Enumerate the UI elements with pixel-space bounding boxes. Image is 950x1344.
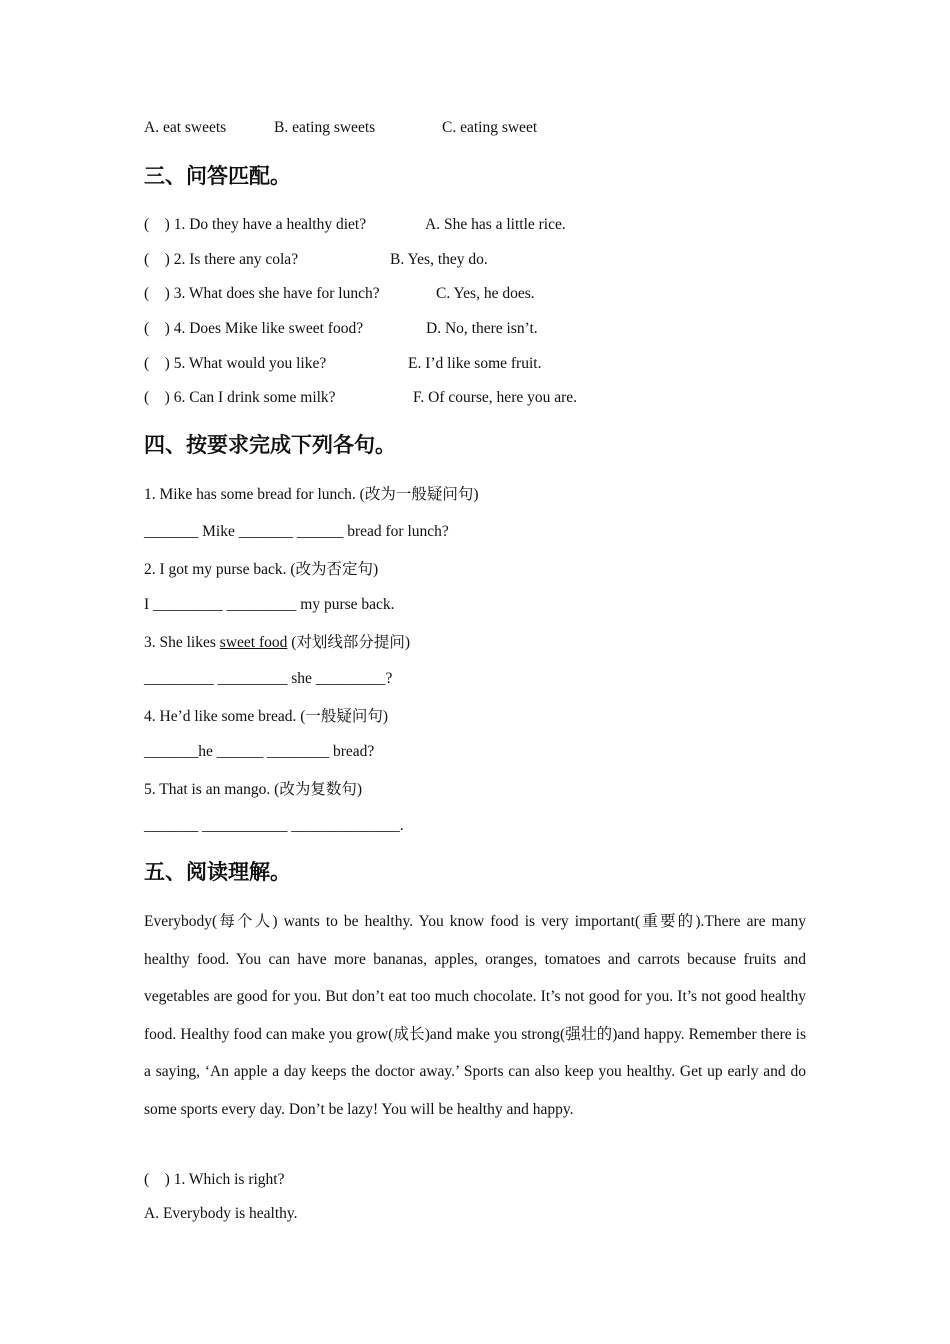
match-question-5: ( ) 5. What would you like? [144, 355, 327, 372]
rewrite-prompt-3 [144, 633, 410, 653]
section5-title: 五、阅读理解。 [144, 860, 291, 884]
rewrite-answer-1: _______ Mike _______ ______ bread for lunch? [144, 523, 449, 540]
section4-title: 四、按要求完成下列各句。 [144, 433, 396, 457]
match-question-1: ( ) 1. Do they have a healthy diet? [144, 216, 367, 233]
match-answer-f: F. Of course, here you are. [413, 389, 578, 406]
match-question-2: ( ) 2. Is there any cola? [144, 251, 299, 268]
match-answer-a: A. She has a little rice. [425, 216, 566, 233]
underlined-phrase: sweet food [219, 634, 288, 651]
rewrite-prompt-4: 4. He’d like some bread. (一般疑问句) [144, 708, 389, 725]
rewrite-prompt-5: 5. That is an mango. (改为复数句) [144, 781, 362, 798]
match-question-4: ( ) 4. Does Mike like sweet food? [144, 320, 364, 337]
rewrite-prompt-1: 1. Mike has some bread for lunch. (改为一般疑问句) [144, 486, 479, 503]
match-question-6: ( ) 6. Can I drink some milk? [144, 389, 336, 406]
match-question-3: ( ) 3. What does she have for lunch? [144, 285, 380, 302]
rewrite-prompt-3-post: (对划线部分提问) [287, 634, 411, 651]
match-answer-e: E. I’d like some fruit. [408, 355, 542, 372]
reading-passage: Everybody(每个人) wants to be healthy. You know food is very important(重要的).There are many healthy food. You can have more bananas, apples, oranges, tomatoes and carrots because fruits and vegetables are good for you. But don’t eat too much chocolate. It’s not good for you. It’s not good healthy food. Healthy food can make you grow(成长)and make you strong(强壮的)and happy. Remember there is a saying, ‘An apple a day keeps the doctor away.’ Sports can also keep you healthy. Get up early and do some sports every day. Don’t be lazy! You will be healthy and happy. [144, 913, 806, 1118]
match-answer-d: D. No, there isn’t. [426, 320, 538, 337]
rewrite-answer-3: _________ _________ she _________? [144, 670, 393, 687]
match-answer-c: C. Yes, he does. [436, 285, 535, 302]
option-a: A. eat sweets [144, 119, 227, 136]
rewrite-answer-5: _______ ___________ ______________. [144, 817, 404, 834]
rewrite-prompt-2: 2. I got my purse back. (改为否定句) [144, 561, 379, 578]
rewrite-answer-4: _______he ______ ________ bread? [144, 743, 375, 760]
reading-question-1-option-a: A. Everybody is healthy. [144, 1205, 298, 1222]
reading-question-1: ( ) 1. Which is right? [144, 1171, 285, 1188]
option-b: B. eating sweets [274, 119, 376, 136]
rewrite-answer-2: I _________ _________ my purse back. [144, 596, 395, 613]
option-c: C. eating sweet [442, 119, 538, 136]
match-answer-b: B. Yes, they do. [390, 251, 488, 268]
rewrite-prompt-3-pre: 3. She likes [144, 634, 220, 651]
section3-title: 三、问答匹配。 [144, 164, 291, 188]
